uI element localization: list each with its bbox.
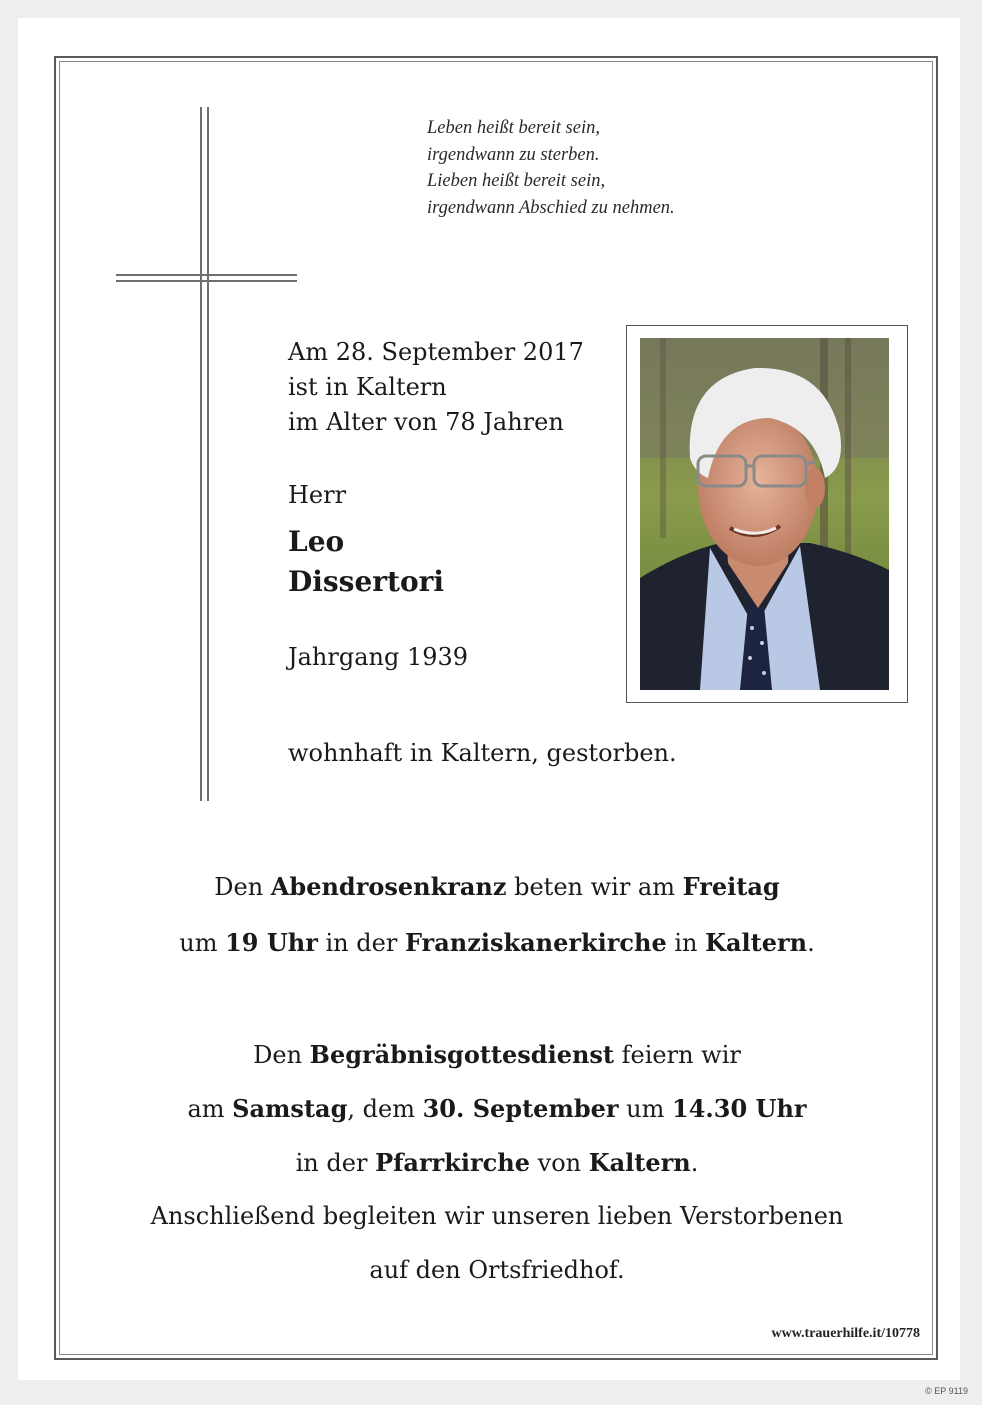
rosary-church: Franziskanerkirche (404, 928, 667, 957)
funeral-town: Kaltern (588, 1148, 691, 1177)
text-span: Den (253, 1041, 310, 1069)
print-code: © EP 9119 (925, 1386, 968, 1396)
rosary-day: Freitag (682, 872, 780, 901)
rosary-label: Abendrosenkranz (270, 872, 507, 901)
funeral-time: 14.30 Uhr (672, 1094, 807, 1123)
funeral-line-5: auf den Ortsfriedhof. (369, 1256, 625, 1284)
poem-line: irgendwann Abschied zu nehmen. (427, 197, 675, 218)
text-span: von (530, 1149, 589, 1177)
poem-line: Lieben heißt bereit sein, (427, 171, 606, 191)
funeral-service-label: Begräbnisgottesdienst (309, 1040, 615, 1069)
cross-icon-vertical (199, 107, 210, 801)
funeral-line-4: Anschließend begleiten wir unseren lieben Verstorbenen (150, 1202, 844, 1230)
poem (427, 115, 675, 221)
first-name: Leo (288, 525, 345, 558)
deceased-name (288, 522, 444, 602)
text-span: in der (295, 1149, 376, 1177)
funeral-date: 30. September (422, 1094, 619, 1123)
funeral-day: Samstag (232, 1094, 348, 1123)
text-span: . (690, 1149, 699, 1177)
funeral-line-2 (60, 1094, 934, 1123)
text-span: um (618, 1095, 673, 1123)
rosary-time: 19 Uhr (225, 928, 318, 957)
text-span: in (666, 929, 706, 957)
rosary-line-1 (60, 872, 934, 901)
last-name: Dissertori (288, 565, 445, 598)
death-place-line: ist in Kaltern (288, 373, 447, 401)
portrait-photo (640, 338, 889, 690)
rosary-line-2 (60, 928, 934, 957)
funeral-church: Pfarrkirche (375, 1148, 530, 1177)
text-span: feiern wir (614, 1041, 741, 1069)
funeral-line-3 (60, 1148, 934, 1177)
text-span: in der (317, 929, 405, 957)
cross-icon-horizontal (116, 273, 297, 283)
age-line: im Alter von 78 Jahren (288, 408, 564, 436)
text-span: am (187, 1095, 233, 1123)
source-url: www.trauerhilfe.it/10778 (771, 1326, 920, 1341)
portrait-illustration (640, 338, 889, 690)
text-span: Den (214, 873, 271, 901)
salutation: Herr (288, 481, 347, 509)
birth-year: Jahrgang 1939 (288, 643, 469, 671)
text-span: . (807, 929, 815, 957)
text-span: um (179, 929, 226, 957)
text-span: , dem (347, 1095, 423, 1123)
death-date-line: Am 28. September 2017 (288, 338, 584, 366)
residence-line: wohnhaft in Kaltern, gestorben. (288, 739, 677, 767)
text-span: beten wir am (506, 873, 683, 901)
poem-line: Leben heißt bereit sein, (427, 118, 600, 138)
rosary-town: Kaltern (705, 928, 808, 957)
funeral-line-1 (60, 1040, 934, 1069)
poem-line: irgendwann zu sterben. (427, 144, 600, 165)
death-announcement (288, 335, 584, 440)
